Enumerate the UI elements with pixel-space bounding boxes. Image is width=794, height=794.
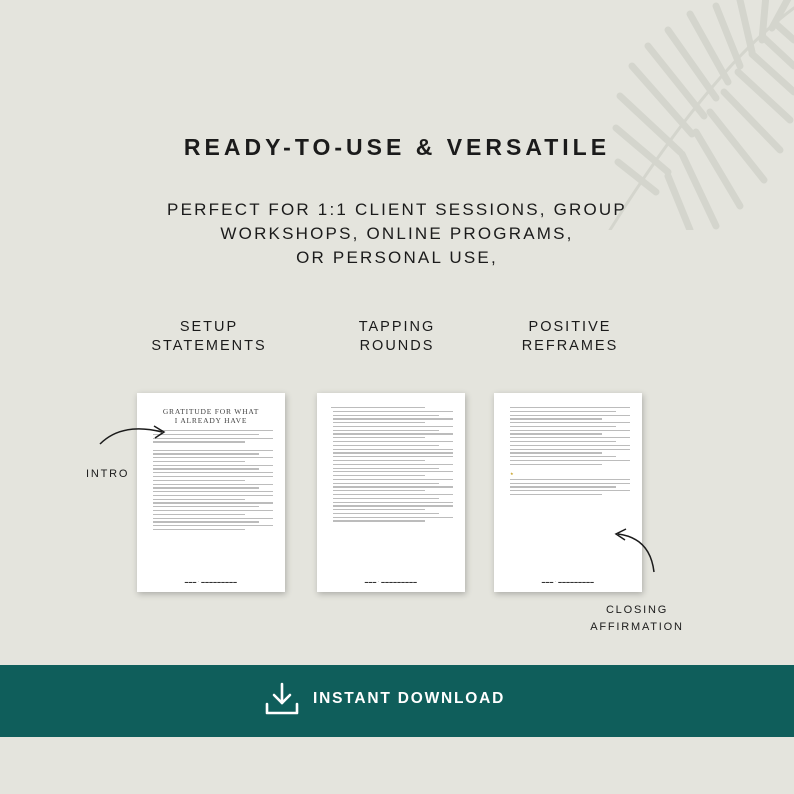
closing-affirmation-label [582,602,692,636]
preview-list-lines [137,450,285,531]
column-setup-statements [134,318,284,356]
page-footer: ▬▬▬ · ▬▬▬▬▬▬▬▬▬ [184,580,238,584]
star-icon: ★ [510,470,514,476]
page-title-line: GRATITUDE FOR WHAT [162,407,260,416]
intro-arrow-icon [92,420,172,460]
intro-label: INTRO [86,468,130,480]
column-label-line: TAPPING [358,319,436,335]
closing-arrow-icon [606,528,662,578]
column-label-line: POSITIVE [528,319,612,335]
page-preview-tapping [317,393,465,592]
page-footer: ▬▬▬ · ▬▬▬▬▬▬▬▬▬ [541,580,595,584]
subtitle-line-1: PERFECT FOR 1:1 CLIENT SESSIONS, GROUP [167,200,627,219]
palm-leaf-decoration [540,0,794,230]
instant-download-banner[interactable] [0,665,794,737]
preview-paragraph-lines [494,479,642,495]
label-line: CLOSING [605,604,669,616]
download-icon [263,680,301,718]
page-footer: ▬▬▬ · ▬▬▬▬▬▬▬▬▬ [364,580,418,584]
column-label-line: REFRAMES [521,338,619,354]
column-positive-reframes [495,318,645,356]
subtitle-line-2: WORKSHOPS, ONLINE PROGRAMS, [220,224,574,243]
column-tapping-rounds [322,318,472,356]
subtitle-line-3: OR PERSONAL USE, [296,248,498,267]
instant-download-label: INSTANT DOWNLOAD [313,690,506,707]
label-line: AFFIRMATION [590,621,684,633]
main-heading: READY-TO-USE & VERSATILE [183,134,611,160]
column-label-line: STATEMENTS [151,338,267,354]
column-label-line: ROUNDS [359,338,435,354]
page-title-line: I ALREADY HAVE [174,416,248,425]
column-label-line: SETUP [179,319,239,335]
preview-list-lines [317,411,465,522]
preview-list-lines [494,407,642,465]
